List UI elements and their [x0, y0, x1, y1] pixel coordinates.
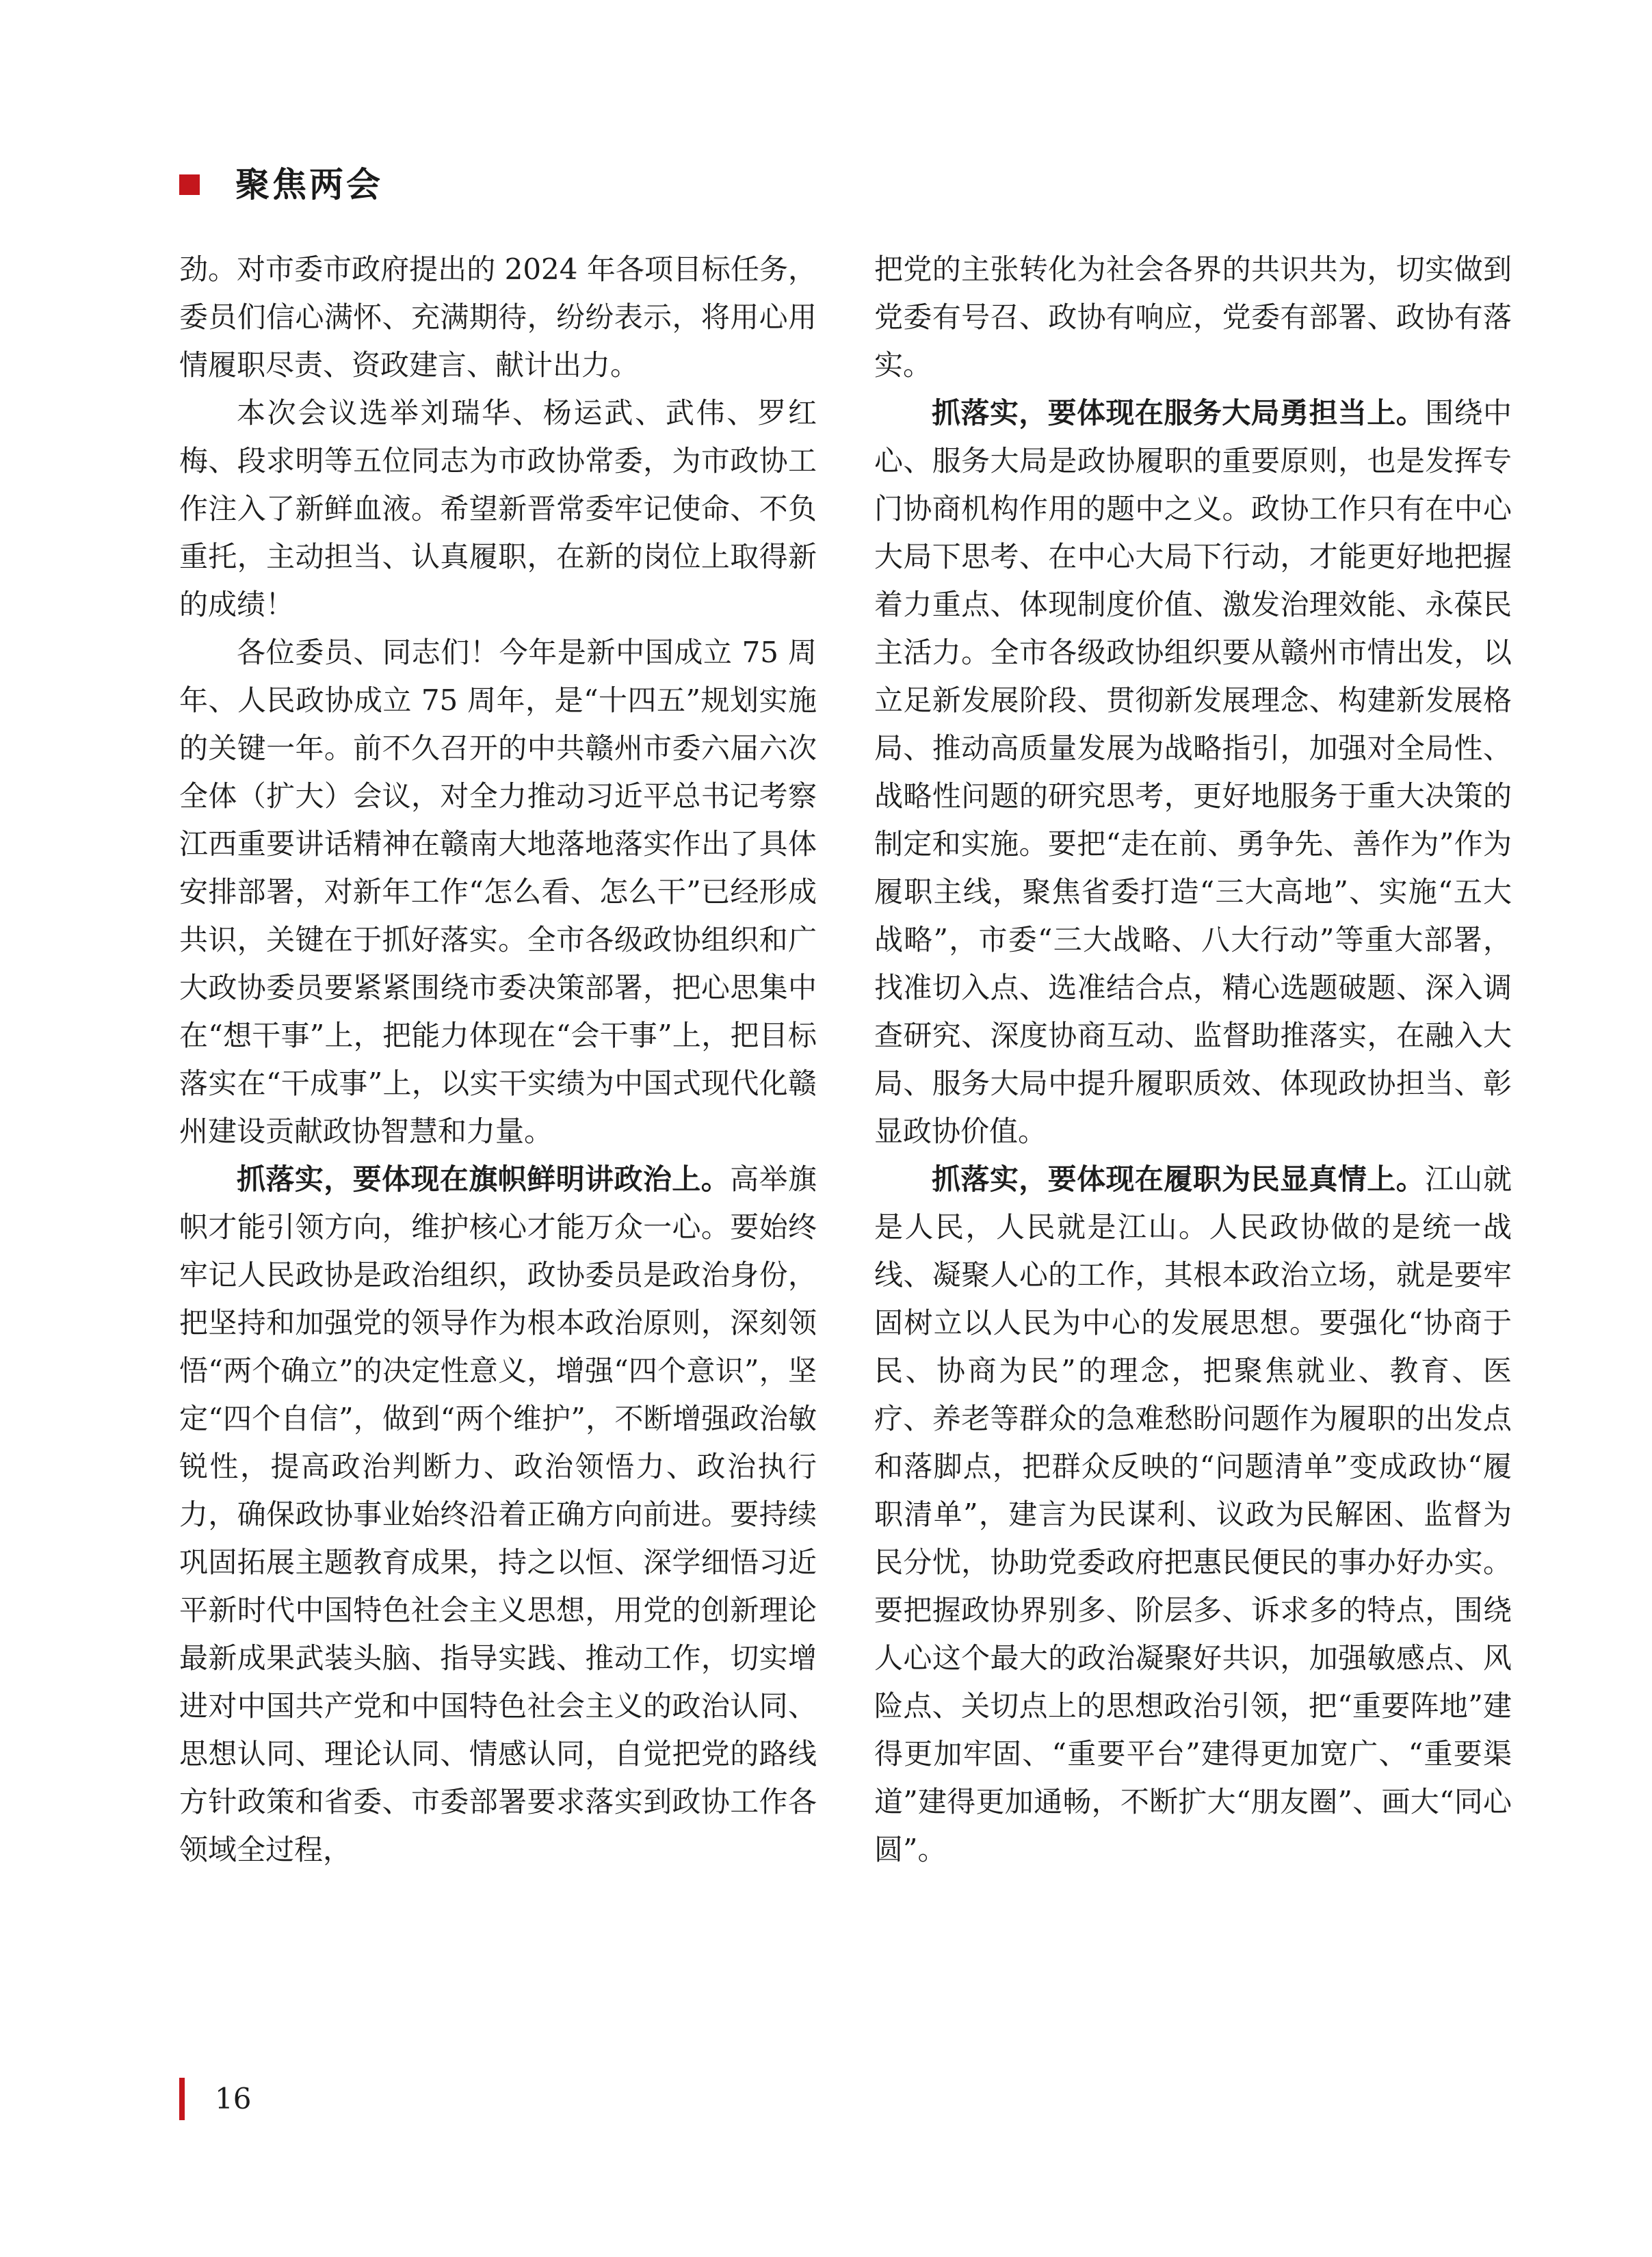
paragraph [179, 1156, 817, 1874]
paragraph [874, 389, 1512, 1156]
paragraph: 把党的主张转化为社会各界的共识共为，切实做到党委有号召、政协有响应，党委有部署、政协有落实。 [874, 252, 1512, 382]
paragraph: 各位委员、同志们！今年是新中国成立 75 周年、人民政协成立 75 周年，是“十四五”规划实施的关键一年。前不久召开的中共赣州市委六届六次全体（扩大）会议，对全力推动习近平总书记考察江西重要讲话精神在赣南大地落地落实作出了具体安排部署，对新年工作“怎么看、怎么干”已经形成共识，关键在于抓好落实。全市各级政协组织和广大政协委员要紧紧围绕市委决策部署，把心思集中在“想干事”上，把能力体现在“会干事”上，把目标落实在“干成事”上，以实干实绩为中国式现代化赣州建设贡献政协智慧和力量。 [179, 636, 817, 1148]
page-number: 16 [215, 2082, 252, 2115]
paragraph: 本次会议选举刘瑞华、杨运武、武伟、罗红梅、段求明等五位同志为市政协常委，为市政协工作注入了新鲜血液。希望新晋常委牢记使命、不负重托，主动担当、认真履职，在新的岗位上取得新的成绩！ [179, 396, 817, 621]
paragraph-lead-heading: 抓落实，要体现在服务大局勇担当上。 [932, 396, 1426, 430]
red-bar-marker-icon [179, 2078, 185, 2120]
red-square-marker-icon [179, 174, 200, 195]
paragraph [874, 1156, 1512, 1874]
paragraph-body: 围绕中心、服务大局是政协履职的重要原则，也是发挥专门协商机构作用的题中之义。政协工作只有在中心大局下思考、在中心大局下行动，才能更好地把握着力重点、体现制度价值、激发治理效能、永葆民主活力。全市各级政协组织要从赣州市情出发，以立足新发展阶段、贯彻新发展理念、构建新发展格局、推动高质量发展为战略指引，加强对全局性、战略性问题的研究思考，更好地服务于重大决策的制定和实施。要把“走在前、勇争先、善作为”作为履职主线，聚焦省委打造“三大高地”、实施“五大战略”，市委“三大战略、八大行动”等重大部署，找准切入点、选准结合点，精心选题破题、深入调查研究、深度协商互动、监督助推落实，在融入大局、服务大局中提升履职质效、体现政协担当、彰显政协价值。 [874, 396, 1512, 1148]
paragraph-body: 江山就是人民，人民就是江山。人民政协做的是统一战线、凝聚人心的工作，其根本政治立场，就是要牢固树立以人民为中心的发展思想。要强化“协商于民、协商为民”的理念，把聚焦就业、教育、医疗、养老等群众的急难愁盼问题作为履职的出发点和落脚点，把群众反映的“问题清单”变成政协“履职清单”，建言为民谋利、议政为民解困、监督为民分忧，协助党委政府把惠民便民的事办好办实。要把握政协界别多、阶层多、诉求多的特点，围绕人心这个最大的政治凝聚好共识，加强敏感点、风险点、关切点上的思想政治引领，把“重要阵地”建得更加牢固、“重要平台”建得更加宽广、“重要渠道”建得更加通畅，不断扩大“朋友圈”、画大“同心圆”。 [874, 1162, 1512, 1866]
left-text-column [179, 246, 817, 1874]
section-title: 聚焦两会 [235, 165, 383, 205]
paragraph-body: 高举旗帜才能引领方向，维护核心才能万众一心。要始终牢记人民政协是政治组织，政协委员是政治身份，把坚持和加强党的领导作为根本政治原则，深刻领悟“两个确立”的决定性意义，增强“四个意识”，坚定“四个自信”，做到“两个维护”，不断增强政治敏锐性，提高政治判断力、政治领悟力、政治执行力，确保政协事业始终沿着正确方向前进。要持续巩固拓展主题教育成果，持之以恒、深学细悟习近平新时代中国特色社会主义思想，用党的创新理论最新成果武装头脑、指导实践、推动工作，切实增进对中国共产党和中国特色社会主义的政治认同、思想认同、理论认同、情感认同，自觉把党的路线方针政策和省委、市委部署要求落实到政协工作各领域全过程， [179, 1162, 817, 1866]
paragraph-lead-heading: 抓落实，要体现在履职为民显真情上。 [932, 1162, 1426, 1196]
paragraph-lead-heading: 抓落实，要体现在旗帜鲜明讲政治上。 [237, 1162, 731, 1196]
paragraph: 劲。对市委市政府提出的 2024 年各项目标任务，委员们信心满怀、充满期待，纷纷表示，将用心用情履职尽责、资政建言、献计出力。 [179, 252, 817, 382]
right-text-column [874, 246, 1512, 1874]
